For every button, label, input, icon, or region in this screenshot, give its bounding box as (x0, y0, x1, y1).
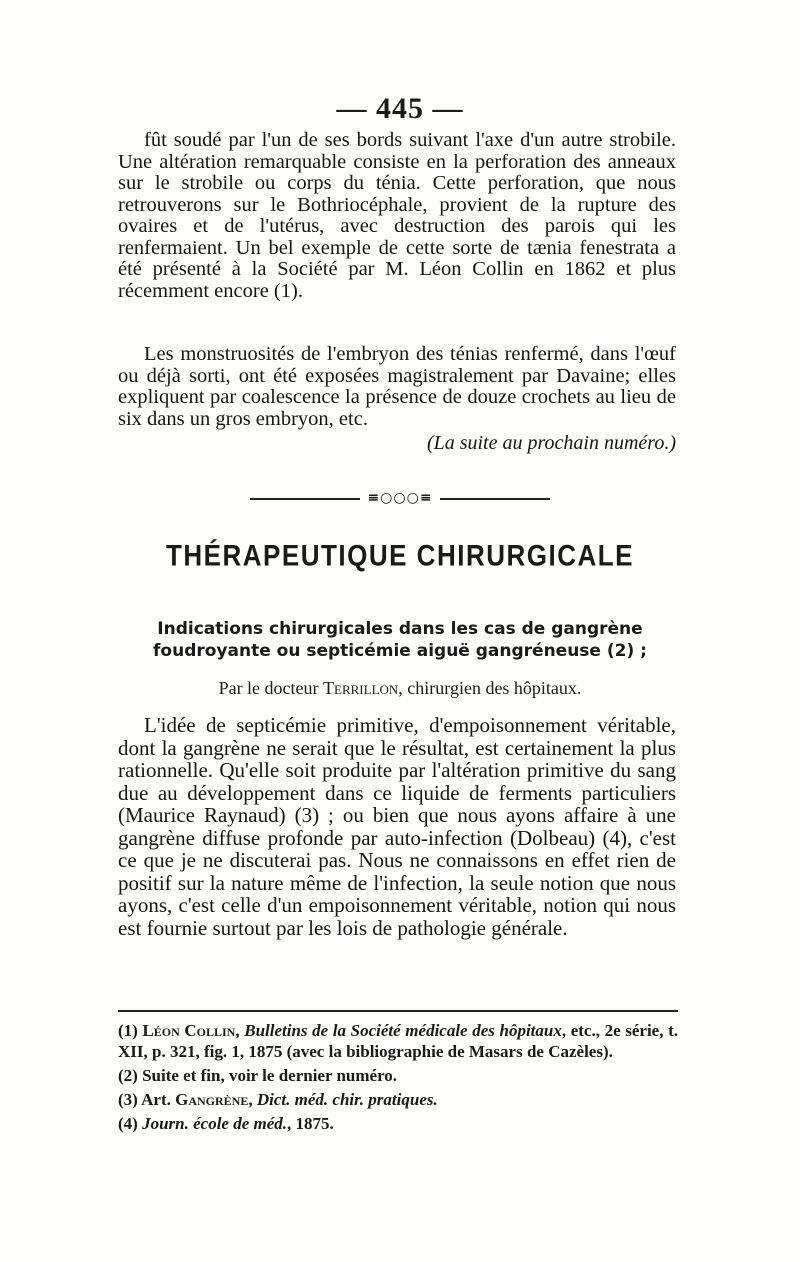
article-title (140, 618, 660, 662)
footnote-3-number: (3) (118, 1090, 142, 1109)
section-divider (250, 492, 550, 506)
footnote-1-sep: , (235, 1021, 245, 1040)
article-body-paragraph: L'idée de septicémie primitive, d'empoisonnement véritable, dont la gangrène ne serait que le résultat, est certainement la plus rationnelle. Qu'elle soit produite par l'altération primitive du sang due au développement dans ce liquide de ferments particuliers (Maurice Raynaud) (3) ; ou bien que nous ayons affaire à une gangrène diffuse profonde par auto-infection (Dolbeau) (4), c'est ce que je ne discuterai pas. Nous ne connaissons en effet rien de positif sur la nature même de l'infection, la seule notion que nous ayons, c'est celle d'un empoisonnement véritable, notion qui nous est fournie surtout par les lois de pathologie générale. (118, 713, 676, 940)
divider-ornament: ≡○○○≡ (360, 490, 440, 506)
footnote-3-sep: , (248, 1090, 257, 1109)
footnote-2-number: (2) (118, 1066, 143, 1085)
page-number: — 445 — (336, 92, 464, 125)
paragraph-ténia-perforation: fût soudé par l'un de ses bords suivant l'axe d'un autre strobile. Une altération remarquable consiste en la perforation des anneaux sur le strobile ou corps du ténia. Cette perforation, que nous retrouverons sur le Bothriocéphale, provient de la rupture des ovaires et de l'utérus, avec destruction des parois qui les renfermaient. Un bel exemple de cette sorte de tænia fenestrata a été présenté à la Société par M. Léon Collin en 1862 et plus récemment encore (1). (118, 129, 676, 302)
footnote-1-title: Bulletins de la Société médicale des hôpitaux (244, 1021, 562, 1040)
byline-suffix: , chirurgien des hôpitaux. (398, 678, 582, 698)
footnote-rule (118, 1010, 678, 1012)
footnote-1-rest: , etc., 2e série, t. XII, p. 321, fig. 1, 1875 (avec la bibliographie de Masars de Cazèles). (118, 1021, 678, 1061)
footnotes (118, 1020, 678, 1137)
article-byline (0, 678, 800, 699)
footnote-4-number: (4) (118, 1114, 143, 1133)
article-title-line-2: foudroyante ou septicémie aiguë gangréneuse (2) ; (153, 641, 647, 661)
paragraph-embryon-monstruosites: Les monstruosités de l'embryon des ténias renfermé, dans l'œuf ou déjà sorti, ont été exposées magistralement par Davaine; elles expliquent par coalescence la présence de douze crochets au lieu de six dans un gros embryon, etc. (118, 343, 676, 430)
footnote-2 (118, 1065, 678, 1086)
footnote-4-rest: , 1875. (287, 1114, 334, 1133)
footnote-1 (118, 1020, 678, 1062)
footnote-3-title: Dict. méd. chir. pratiques. (256, 1090, 438, 1109)
footnote-3-prefix: Art. (141, 1090, 176, 1109)
footnote-3 (118, 1089, 678, 1110)
article-title-line-1: Indications chirurgicales dans les cas de gangrène (157, 619, 643, 639)
byline-prefix: Par le docteur (218, 678, 324, 698)
footnote-4 (118, 1113, 678, 1134)
byline-author: Terrillon (323, 678, 399, 698)
footnote-1-author: Léon Collin (142, 1021, 236, 1040)
footnote-4-title: Journ. école de méd. (142, 1114, 288, 1133)
section-title: THÉRAPEUTIQUE CHIRURGICALE (165, 537, 634, 573)
footnote-3-author: Gangrène (175, 1090, 249, 1109)
footnote-1-number: (1) (118, 1021, 143, 1040)
continuation-note: (La suite au prochain numéro.) (426, 432, 676, 454)
footnote-2-text: Suite et fin, voir le dernier numéro. (142, 1066, 398, 1085)
